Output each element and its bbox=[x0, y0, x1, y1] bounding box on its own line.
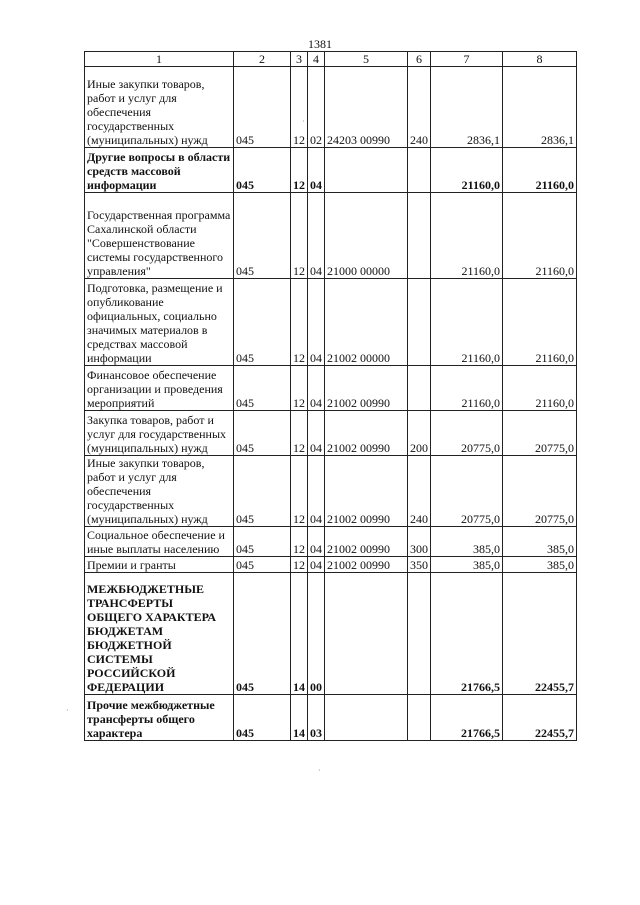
cell-year1: 21160,0 bbox=[431, 193, 503, 279]
table-row bbox=[85, 193, 577, 279]
cell-year2: 2836,1 bbox=[503, 67, 577, 148]
cell-article: 21002 00990 bbox=[325, 557, 408, 573]
cell-section: 12 bbox=[291, 527, 308, 557]
cell-name: Социальное обеспечение и иные выплаты населению bbox=[85, 527, 234, 557]
page-number: 1381 bbox=[308, 37, 332, 51]
cell-article: 21002 00990 bbox=[325, 366, 408, 411]
cell-year1: 2836,1 bbox=[431, 67, 503, 148]
cell-code: 045 bbox=[234, 193, 291, 279]
cell-section: 14 bbox=[291, 573, 308, 695]
cell-name: МЕЖБЮДЖЕТНЫЕ ТРАНСФЕРТЫ ОБЩЕГО ХАРАКТЕРА БЮДЖЕТАМ БЮДЖЕТНОЙ СИСТЕМЫ РОССИЙСКОЙ ФЕДЕРАЦИИ bbox=[85, 573, 234, 695]
cell-year1: 21160,0 bbox=[431, 366, 503, 411]
cell-section: 12 bbox=[291, 456, 308, 527]
cell-subsection: 04 bbox=[308, 279, 325, 366]
table-row bbox=[85, 557, 577, 573]
cell-code: 045 bbox=[234, 527, 291, 557]
cell-expense-type: 240 bbox=[408, 456, 431, 527]
cell-expense-type bbox=[408, 573, 431, 695]
column-header: 3 bbox=[291, 52, 308, 67]
table-row bbox=[85, 695, 577, 741]
cell-year2: 20775,0 bbox=[503, 411, 577, 456]
cell-section: 12 bbox=[291, 67, 308, 148]
column-header: 1 bbox=[85, 52, 234, 67]
cell-code: 045 bbox=[234, 279, 291, 366]
cell-year1: 385,0 bbox=[431, 557, 503, 573]
table-row bbox=[85, 148, 577, 193]
cell-section: 12 bbox=[291, 366, 308, 411]
cell-code: 045 bbox=[234, 67, 291, 148]
cell-expense-type: 240 bbox=[408, 67, 431, 148]
table-row bbox=[85, 456, 577, 527]
cell-section: 12 bbox=[291, 148, 308, 193]
cell-code: 045 bbox=[234, 557, 291, 573]
cell-expense-type bbox=[408, 279, 431, 366]
table-row bbox=[85, 527, 577, 557]
cell-subsection: 04 bbox=[308, 148, 325, 193]
cell-year1: 20775,0 bbox=[431, 456, 503, 527]
cell-code: 045 bbox=[234, 411, 291, 456]
scan-speck: · bbox=[66, 706, 69, 715]
cell-year2: 21160,0 bbox=[503, 366, 577, 411]
cell-year2: 21160,0 bbox=[503, 148, 577, 193]
cell-year1: 20775,0 bbox=[431, 411, 503, 456]
cell-year2: 21160,0 bbox=[503, 193, 577, 279]
cell-expense-type: 200 bbox=[408, 411, 431, 456]
cell-year2: 21160,0 bbox=[503, 279, 577, 366]
table-row bbox=[85, 67, 577, 148]
column-header: 7 bbox=[431, 52, 503, 67]
column-header: 8 bbox=[503, 52, 577, 67]
cell-expense-type bbox=[408, 193, 431, 279]
cell-article: 21002 00990 bbox=[325, 411, 408, 456]
cell-article bbox=[325, 573, 408, 695]
cell-subsection: 04 bbox=[308, 193, 325, 279]
cell-name: Иные закупки товаров, работ и услуг для обеспечения государственных (муниципальных) нужд bbox=[85, 67, 234, 148]
cell-subsection: 04 bbox=[308, 557, 325, 573]
cell-expense-type bbox=[408, 695, 431, 741]
cell-year2: 20775,0 bbox=[503, 456, 577, 527]
budget-table bbox=[84, 51, 577, 741]
cell-name: Подготовка, размещение и опубликование официальных, социально значимых материалов в средствах массовой информации bbox=[85, 279, 234, 366]
cell-article: 24203 00990 bbox=[325, 67, 408, 148]
cell-article: 21002 00000 bbox=[325, 279, 408, 366]
cell-name: Иные закупки товаров, работ и услуг для обеспечения государственных (муниципальных) нужд bbox=[85, 456, 234, 527]
cell-subsection: 04 bbox=[308, 366, 325, 411]
cell-section: 12 bbox=[291, 193, 308, 279]
cell-year1: 385,0 bbox=[431, 527, 503, 557]
table-row bbox=[85, 279, 577, 366]
cell-code: 045 bbox=[234, 695, 291, 741]
cell-article: 21002 00990 bbox=[325, 456, 408, 527]
cell-name: Премии и гранты bbox=[85, 557, 234, 573]
cell-name: Закупка товаров, работ и услуг для государственных (муниципальных) нужд bbox=[85, 411, 234, 456]
cell-subsection: 04 bbox=[308, 527, 325, 557]
cell-year1: 21766,5 bbox=[431, 695, 503, 741]
cell-year2: 22455,7 bbox=[503, 573, 577, 695]
cell-article bbox=[325, 695, 408, 741]
cell-subsection: 04 bbox=[308, 411, 325, 456]
table-row bbox=[85, 573, 577, 695]
cell-year1: 21766,5 bbox=[431, 573, 503, 695]
cell-subsection: 03 bbox=[308, 695, 325, 741]
table-row bbox=[85, 366, 577, 411]
cell-name: Прочие межбюджетные трансферты общего характера bbox=[85, 695, 234, 741]
cell-section: 14 bbox=[291, 695, 308, 741]
cell-section: 12 bbox=[291, 279, 308, 366]
cell-subsection: 00 bbox=[308, 573, 325, 695]
table-header-row bbox=[85, 52, 577, 67]
column-header: 4 bbox=[308, 52, 325, 67]
cell-article: 21002 00990 bbox=[325, 527, 408, 557]
cell-code: 045 bbox=[234, 148, 291, 193]
cell-name: Финансовое обеспечение организации и проведения мероприятий bbox=[85, 366, 234, 411]
cell-article: 21000 00000 bbox=[325, 193, 408, 279]
cell-expense-type bbox=[408, 148, 431, 193]
cell-section: 12 bbox=[291, 411, 308, 456]
cell-expense-type bbox=[408, 366, 431, 411]
scan-speck: · bbox=[302, 117, 305, 126]
cell-year2: 385,0 bbox=[503, 527, 577, 557]
cell-subsection: 04 bbox=[308, 456, 325, 527]
column-header: 6 bbox=[408, 52, 431, 67]
cell-expense-type: 350 bbox=[408, 557, 431, 573]
cell-section: 12 bbox=[291, 557, 308, 573]
cell-subsection: 02 bbox=[308, 67, 325, 148]
column-header: 2 bbox=[234, 52, 291, 67]
cell-code: 045 bbox=[234, 456, 291, 527]
cell-expense-type: 300 bbox=[408, 527, 431, 557]
cell-code: 045 bbox=[234, 573, 291, 695]
cell-year2: 385,0 bbox=[503, 557, 577, 573]
cell-year1: 21160,0 bbox=[431, 148, 503, 193]
cell-name: Другие вопросы в области средств массовой информации bbox=[85, 148, 234, 193]
cell-code: 045 bbox=[234, 366, 291, 411]
scan-speck: · bbox=[318, 766, 321, 775]
cell-article bbox=[325, 148, 408, 193]
table-row bbox=[85, 411, 577, 456]
cell-year2: 22455,7 bbox=[503, 695, 577, 741]
column-header: 5 bbox=[325, 52, 408, 67]
cell-year1: 21160,0 bbox=[431, 279, 503, 366]
cell-name: Государственная программа Сахалинской области "Совершенствование системы государственного управления" bbox=[85, 193, 234, 279]
